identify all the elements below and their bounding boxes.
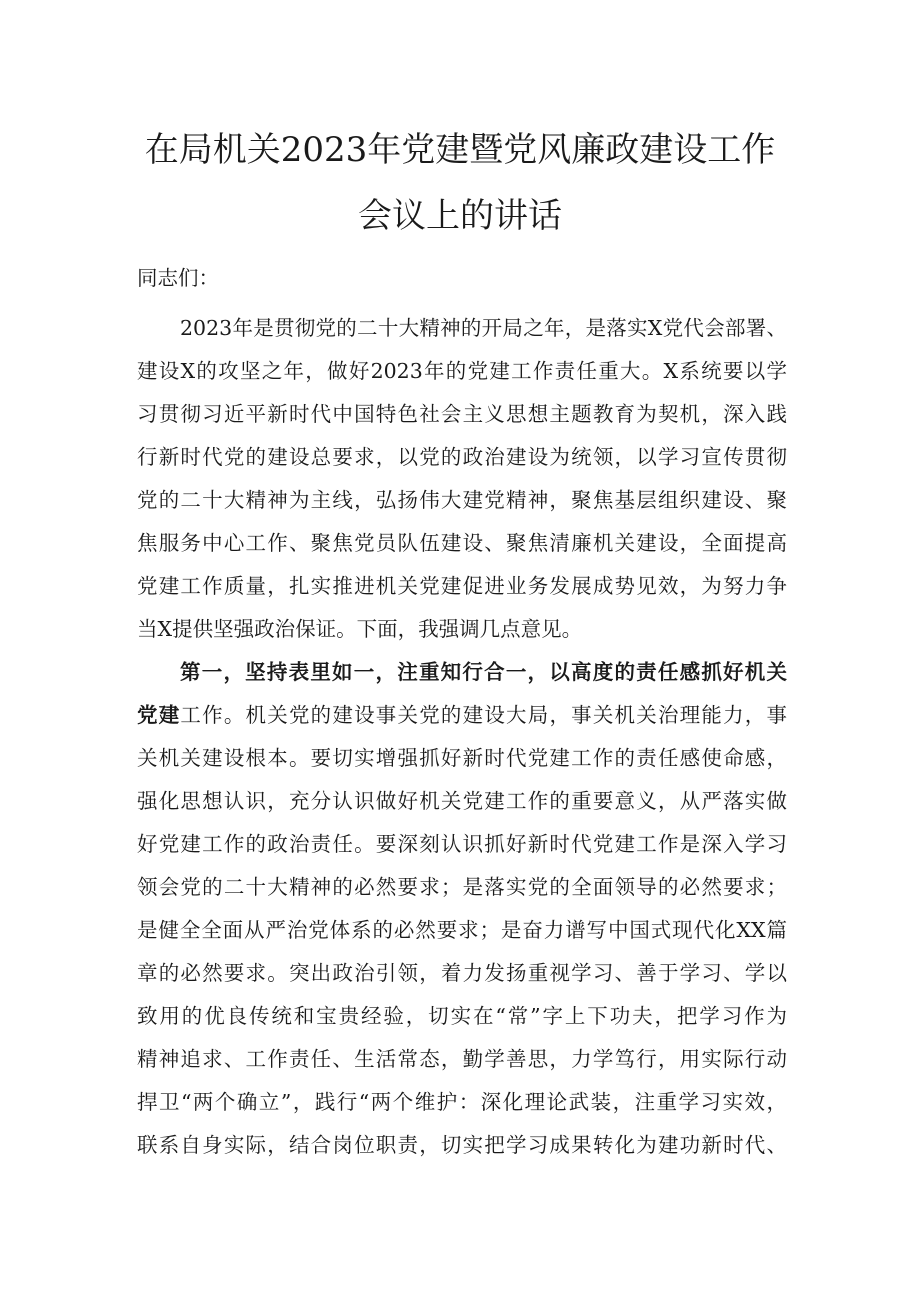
paragraph-2-heading-end: 党建 [137,703,181,727]
paragraph-2-line-2 [137,700,787,730]
paragraph-2-line-11: 捍卫“两个确立”，践行“两个维护：深化理论武装，注重学习实效， [137,1090,787,1114]
paragraph-2-line-9: 致用的优良传统和宝贵经验，切实在“常”字上下功夫，把学习作为 [137,1004,787,1028]
paragraph-2-heading: 第一，坚持表里如一，注重知行合一，以高度的责任感抓好机关 [180,660,787,684]
paragraph-2-line-5: 好党建工作的政治责任。要深刻认识抓好新时代党建工作是深入学习 [137,832,787,856]
paragraph-2-line-3: 关机关建设根本。要切实增强抓好新时代党建工作的责任感使命感， [137,746,787,770]
paragraph-1-line-6: 焦服务中心工作、聚焦党员队伍建设、聚焦清廉机关建设，全面提高 [137,531,787,555]
paragraph-2-line-4: 强化思想认识，充分认识做好机关党建工作的重要意义，从严落实做 [137,789,787,813]
paragraph-1-line-4: 行新时代党的建设总要求，以党的政治建设为统领，以学习宣传贯彻 [137,445,787,469]
document-title-line-2: 会议上的讲话 [358,196,562,236]
paragraph-2-line-6: 领会党的二十大精神的必然要求；是落实党的全面领导的必然要求； [137,875,787,899]
paragraph-2-line-7: 是健全全面从严治党体系的必然要求；是奋力谱写中国式现代化XX篇 [137,918,787,942]
salutation: 同志们： [137,266,219,290]
paragraph-2-line-12: 联系自身实际，结合岗位职责，切实把学习成果转化为建功新时代、 [137,1133,787,1157]
document-title-line-1: 在局机关2023年党建暨党风廉政建设工作 [144,130,776,170]
paragraph-1-line-3: 习贯彻习近平新时代中国特色社会主义思想主题教育为契机，深入践 [137,402,787,426]
paragraph-1-line-1: 2023年是贯彻党的二十大精神的开局之年，是落实X党代会部署、 [180,316,787,340]
paragraph-1-line-7: 党建工作质量，扎实推进机关党建促进业务发展成势见效，为努力争 [137,574,787,598]
paragraph-1-line-5: 党的二十大精神为主线，弘扬伟大建党精神，聚焦基层组织建设、聚 [137,488,787,512]
paragraph-1-line-2: 建设X的攻坚之年，做好2023年的党建工作责任重大。X系统要以学 [137,359,787,383]
paragraph-2-line-8: 章的必然要求。突出政治引领，着力发扬重视学习、善于学习、学以 [137,961,787,985]
paragraph-2-line-2-text: 工作。机关党的建设事关党的建设大局，事关机关治理能力，事 [180,703,788,727]
paragraph-1-line-8: 当X提供坚强政治保证。下面，我强调几点意见。 [137,617,583,641]
paragraph-2-line-10: 精神追求、工作责任、生活常态，勤学善思，力学笃行，用实际行动 [137,1047,787,1071]
